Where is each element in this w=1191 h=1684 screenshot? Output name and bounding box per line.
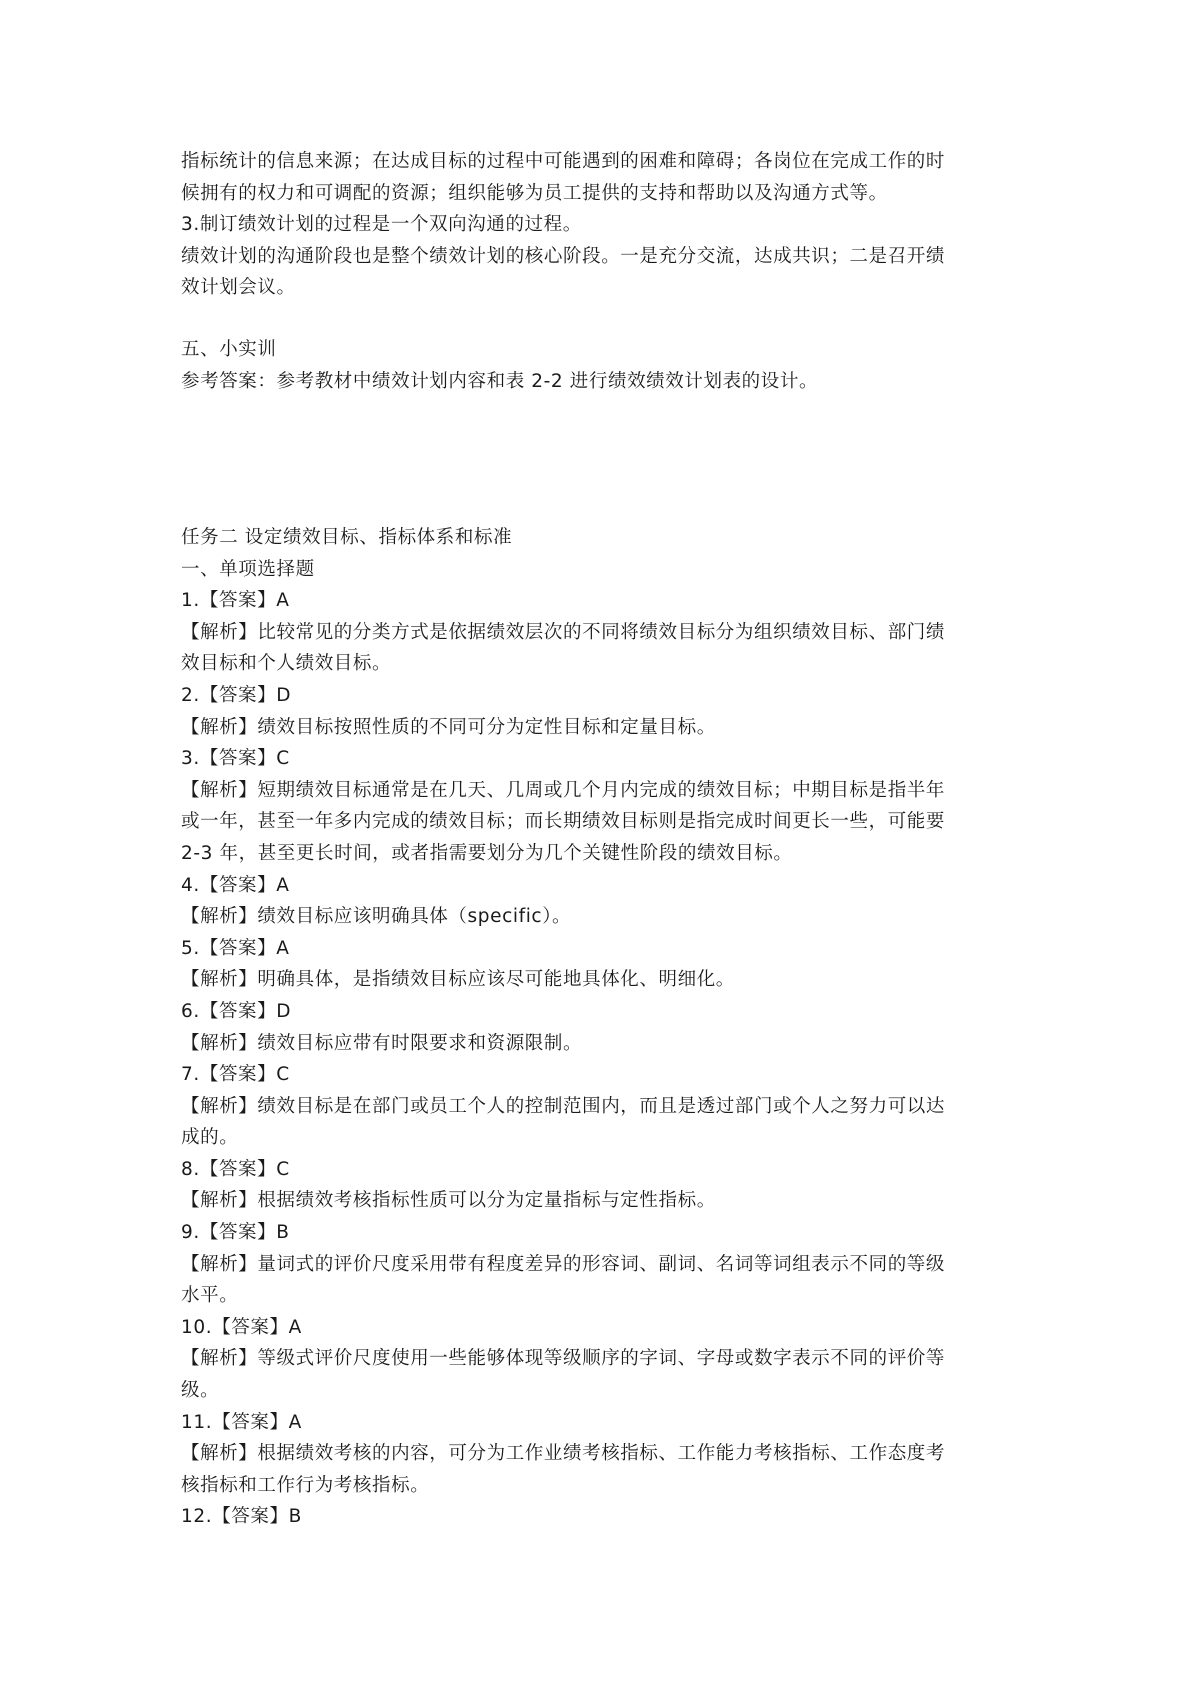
analysis-line: 【解析】比较常见的分类方式是依据绩效层次的不同将绩效目标分为组织绩效目标、部门绩 xyxy=(181,621,946,643)
answer-line: 3.【答案】C xyxy=(181,748,290,770)
section-practice xyxy=(181,334,1019,397)
answer-line: 12.【答案】B xyxy=(181,1506,302,1528)
analysis-line: 效目标和个人绩效目标。 xyxy=(181,653,392,675)
analysis-line: 【解析】明确具体，是指绩效目标应该尽可能地具体化、明细化。 xyxy=(181,969,735,991)
analysis-line: 或一年，甚至一年多内完成的绩效目标；而长期绩效目标则是指完成时间更长一些，可能要 xyxy=(181,811,946,833)
analysis-line: 级。 xyxy=(181,1380,220,1402)
paragraph-line: 绩效计划的沟通阶段也是整个绩效计划的核心阶段。一是充分交流，达成共识；二是召开绩 xyxy=(181,245,946,267)
analysis-line: 【解析】根据绩效考核指标性质可以分为定量指标与定性指标。 xyxy=(181,1190,716,1212)
reference-answer: 参考答案：参考教材中绩效计划内容和表 2-2 进行绩效绩效计划表的设计。 xyxy=(181,370,819,392)
paragraph-line: 3.制订绩效计划的过程是一个双向沟通的过程。 xyxy=(181,214,582,236)
analysis-line: 【解析】绩效目标应该明确具体（specific）。 xyxy=(181,906,572,928)
section-task2 xyxy=(181,522,1019,1533)
answer-line: 2.【答案】D xyxy=(181,684,292,706)
question-type-heading: 一、单项选择题 xyxy=(181,558,315,580)
section-heading: 五、小实训 xyxy=(181,339,277,360)
analysis-line: 【解析】量词式的评价尺度采用带有程度差异的形容词、副词、名词等词组表示不同的等级 xyxy=(181,1253,946,1275)
paragraph-line: 效计划会议。 xyxy=(181,277,296,299)
analysis-line: 【解析】绩效目标按照性质的不同可分为定性目标和定量目标。 xyxy=(181,716,716,738)
answer-line: 11.【答案】A xyxy=(181,1411,302,1433)
paragraph-line: 候拥有的权力和可调配的资源；组织能够为员工提供的支持和帮助以及沟通方式等。 xyxy=(181,182,888,204)
analysis-line: 【解析】绩效目标应带有时限要求和资源限制。 xyxy=(181,1032,583,1054)
analysis-line: 【解析】短期绩效目标通常是在几天、几周或几个月内完成的绩效目标；中期目标是指半年 xyxy=(181,779,946,801)
answer-line: 1.【答案】A xyxy=(181,590,290,612)
task-title: 任务二 设定绩效目标、指标体系和标准 xyxy=(181,527,513,548)
analysis-line: 【解析】根据绩效考核的内容，可分为工作业绩考核指标、工作能力考核指标、工作态度考 xyxy=(181,1443,946,1465)
analysis-line: 水平。 xyxy=(181,1285,239,1307)
analysis-line: 2-3 年，甚至更长时间，或者指需要划分为几个关键性阶段的绩效目标。 xyxy=(181,842,793,864)
analysis-line: 成的。 xyxy=(181,1127,239,1149)
answer-line: 8.【答案】C xyxy=(181,1158,290,1180)
answer-line: 9.【答案】B xyxy=(181,1222,290,1244)
answer-line: 7.【答案】C xyxy=(181,1064,290,1086)
answer-line: 6.【答案】D xyxy=(181,1000,292,1022)
answer-line: 5.【答案】A xyxy=(181,937,290,959)
analysis-line: 【解析】绩效目标是在部门或员工个人的控制范围内，而且是透过部门或个人之努力可以达 xyxy=(181,1095,946,1117)
answer-line: 10.【答案】A xyxy=(181,1316,302,1338)
answer-line: 4.【答案】A xyxy=(181,874,290,896)
analysis-line: 【解析】等级式评价尺度使用一些能够体现等级顺序的字词、字母或数字表示不同的评价等 xyxy=(181,1348,946,1370)
paragraph-line: 指标统计的信息来源；在达成目标的过程中可能遇到的困难和障碍；各岗位在完成工作的时 xyxy=(181,151,946,172)
analysis-line: 核指标和工作行为考核指标。 xyxy=(181,1474,430,1496)
section-top-text xyxy=(181,146,1019,304)
